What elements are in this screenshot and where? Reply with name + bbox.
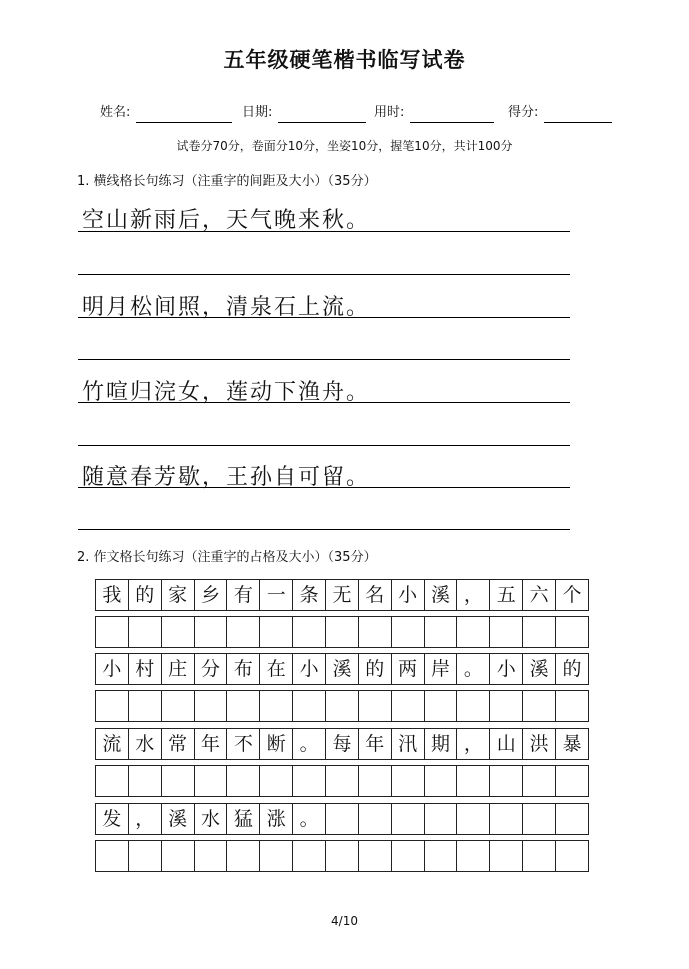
- grid-cell[interactable]: 不: [227, 729, 260, 759]
- grid-cell[interactable]: [490, 766, 523, 796]
- grid-cell[interactable]: [162, 691, 195, 721]
- grid-cell[interactable]: 乡: [195, 580, 228, 610]
- grid-cell[interactable]: [523, 841, 556, 871]
- grid-row: [95, 728, 589, 760]
- grid-cell[interactable]: [425, 841, 458, 871]
- grid-cell[interactable]: 个: [562, 584, 582, 606]
- grid-cell[interactable]: [129, 766, 162, 796]
- writing-line[interactable]: [78, 317, 570, 318]
- grid-cell[interactable]: 两: [392, 654, 425, 684]
- grid-cell[interactable]: [260, 617, 293, 647]
- grid-cell[interactable]: [96, 617, 129, 647]
- grid-cell[interactable]: ，: [457, 729, 490, 759]
- grid-cell[interactable]: [260, 691, 293, 721]
- grid-cell[interactable]: [523, 691, 556, 721]
- grid-cell[interactable]: 年: [195, 729, 228, 759]
- grid-cell[interactable]: [293, 617, 326, 647]
- grid-cell[interactable]: 溪: [425, 580, 458, 610]
- grid-cell[interactable]: ，: [129, 804, 162, 834]
- grid-cell[interactable]: 暴: [562, 733, 582, 755]
- copy-text-line: 明月松间照，清泉石上流。: [82, 295, 371, 320]
- page-number: 4/10: [331, 914, 358, 928]
- grid-cell[interactable]: [556, 841, 588, 871]
- grid-cell[interactable]: 的: [359, 654, 392, 684]
- grid-cell[interactable]: 涨: [260, 804, 293, 834]
- grid-cell[interactable]: [523, 766, 556, 796]
- grid-cell[interactable]: [359, 841, 392, 871]
- grid-cell[interactable]: [556, 691, 588, 721]
- score-blank-line: [544, 122, 612, 123]
- grid-cell[interactable]: [425, 691, 458, 721]
- writing-line[interactable]: [78, 231, 570, 232]
- time-field[interactable]: [374, 101, 404, 120]
- date-field[interactable]: [242, 101, 272, 120]
- grid-cell[interactable]: [195, 841, 228, 871]
- grid-cell[interactable]: [392, 617, 425, 647]
- grid-cell[interactable]: 小: [96, 654, 129, 684]
- grid-cell[interactable]: [227, 691, 260, 721]
- grid-row: [95, 803, 589, 835]
- copy-text-line: 随意春芳歇，王孙自可留。: [82, 465, 371, 490]
- grid-cell[interactable]: [326, 691, 359, 721]
- grid-cell[interactable]: 溪: [162, 804, 195, 834]
- grid-cell[interactable]: 分: [195, 654, 228, 684]
- writing-line[interactable]: [78, 274, 570, 275]
- grid-cell[interactable]: 。: [293, 729, 326, 759]
- grid-cell[interactable]: 流: [96, 729, 129, 759]
- grid-cell[interactable]: [96, 766, 129, 796]
- grid-cell[interactable]: 村: [129, 654, 162, 684]
- grid-cell[interactable]: [556, 617, 588, 647]
- grid-cell[interactable]: [129, 841, 162, 871]
- grid-cell[interactable]: 条: [293, 580, 326, 610]
- grid-cell[interactable]: [326, 617, 359, 647]
- time-blank-line: [410, 122, 494, 123]
- grid-cell[interactable]: [293, 841, 326, 871]
- grid-cell[interactable]: 小: [392, 580, 425, 610]
- grid-cell[interactable]: 家: [162, 580, 195, 610]
- grid-cell[interactable]: [293, 691, 326, 721]
- name-blank-line: [136, 122, 232, 123]
- score-label: 得分:: [508, 105, 539, 120]
- grid-cell[interactable]: [129, 691, 162, 721]
- grid-cell[interactable]: [260, 841, 293, 871]
- grid-cell[interactable]: 六: [523, 580, 556, 610]
- grid-cell[interactable]: [359, 766, 392, 796]
- writing-line[interactable]: [78, 359, 570, 360]
- grid-cell[interactable]: [490, 841, 523, 871]
- grid-cell[interactable]: 水: [195, 804, 228, 834]
- grid-cell[interactable]: [129, 617, 162, 647]
- grid-cell[interactable]: [293, 766, 326, 796]
- scoring-note: 试卷分70分，卷面分10分，坐姿10分，握笔10分，共计100分: [176, 139, 513, 153]
- grid-row: [95, 579, 589, 611]
- grid-cell[interactable]: ，: [457, 580, 490, 610]
- grid-cell[interactable]: [96, 841, 129, 871]
- grid-cell[interactable]: [326, 841, 359, 871]
- page-title: 五年级硬笔楷书临写试卷: [223, 48, 466, 72]
- grid-cell[interactable]: [425, 617, 458, 647]
- copy-text-line: 空山新雨后，天气晚来秋。: [82, 208, 371, 233]
- writing-line[interactable]: [78, 529, 570, 530]
- writing-line[interactable]: [78, 402, 570, 403]
- grid-cell[interactable]: [490, 617, 523, 647]
- grid-cell[interactable]: 的: [562, 658, 582, 680]
- date-blank-line: [278, 122, 366, 123]
- grid-cell[interactable]: [490, 691, 523, 721]
- grid-cell[interactable]: [162, 841, 195, 871]
- grid-cell[interactable]: 汛: [392, 729, 425, 759]
- grid-cell[interactable]: 小: [293, 654, 326, 684]
- grid-cell[interactable]: 洪: [523, 729, 556, 759]
- grid-cell[interactable]: 水: [129, 729, 162, 759]
- grid-cell[interactable]: [556, 766, 588, 796]
- grid-cell[interactable]: 布: [227, 654, 260, 684]
- grid-cell[interactable]: 的: [129, 580, 162, 610]
- grid-cell[interactable]: [227, 617, 260, 647]
- grid-cell[interactable]: [326, 766, 359, 796]
- writing-line[interactable]: [78, 445, 570, 446]
- grid-row: [95, 765, 589, 797]
- grid-cell[interactable]: [260, 766, 293, 796]
- grid-cell[interactable]: [96, 691, 129, 721]
- grid-cell[interactable]: [457, 691, 490, 721]
- grid-cell[interactable]: 无: [326, 580, 359, 610]
- grid-cell[interactable]: [457, 804, 490, 834]
- grid-cell[interactable]: [359, 691, 392, 721]
- grid-cell[interactable]: [359, 617, 392, 647]
- grid-cell[interactable]: 。: [293, 804, 326, 834]
- grid-cell[interactable]: [425, 804, 458, 834]
- grid-cell[interactable]: 断: [260, 729, 293, 759]
- grid-cell[interactable]: [195, 691, 228, 721]
- grid-cell[interactable]: [392, 766, 425, 796]
- grid-cell[interactable]: 小: [490, 654, 523, 684]
- grid-cell[interactable]: 年: [359, 729, 392, 759]
- time-label: 用时:: [374, 105, 405, 120]
- grid-cell[interactable]: 每: [326, 729, 359, 759]
- grid-cell[interactable]: 猛: [227, 804, 260, 834]
- grid-cell[interactable]: 期: [425, 729, 458, 759]
- grid-cell[interactable]: [425, 766, 458, 796]
- student-info-row: [0, 101, 689, 125]
- grid-cell[interactable]: 我: [96, 580, 129, 610]
- grid-cell[interactable]: [392, 841, 425, 871]
- grid-cell[interactable]: [457, 766, 490, 796]
- grid-cell[interactable]: 五: [490, 580, 523, 610]
- grid-cell[interactable]: [162, 617, 195, 647]
- name-label: 姓名:: [100, 105, 131, 120]
- copy-text-line: 竹喧归浣女，莲动下渔舟。: [82, 380, 371, 405]
- grid-cell[interactable]: 。: [457, 654, 490, 684]
- grid-row: [95, 616, 589, 648]
- grid-cell[interactable]: [227, 766, 260, 796]
- grid-cell[interactable]: [392, 804, 425, 834]
- grid-cell[interactable]: [326, 804, 359, 834]
- grid-cell[interactable]: 溪: [523, 654, 556, 684]
- grid-row: [95, 653, 589, 685]
- writing-line[interactable]: [78, 487, 570, 488]
- grid-cell[interactable]: [162, 766, 195, 796]
- grid-cell[interactable]: 有: [227, 580, 260, 610]
- grid-cell[interactable]: [457, 841, 490, 871]
- grid-row: [95, 840, 589, 872]
- grid-cell[interactable]: [392, 691, 425, 721]
- grid-cell[interactable]: 发: [96, 804, 129, 834]
- grid-cell[interactable]: 一: [260, 580, 293, 610]
- score-field[interactable]: [508, 101, 538, 120]
- grid-cell[interactable]: [195, 617, 228, 647]
- grid-cell[interactable]: [523, 617, 556, 647]
- grid-cell[interactable]: 名: [359, 580, 392, 610]
- grid-cell[interactable]: [457, 617, 490, 647]
- grid-cell[interactable]: 庄: [162, 654, 195, 684]
- grid-cell[interactable]: [359, 804, 392, 834]
- grid-cell[interactable]: [227, 841, 260, 871]
- grid-cell[interactable]: 山: [490, 729, 523, 759]
- name-field[interactable]: [100, 101, 130, 120]
- grid-cell[interactable]: [195, 766, 228, 796]
- grid-cell[interactable]: [490, 804, 523, 834]
- section-2-title: 2. 作文格长句练习（注重字的占格及大小）（35分）: [77, 550, 377, 565]
- date-label: 日期:: [242, 105, 273, 120]
- grid-cell[interactable]: [523, 804, 556, 834]
- grid-row: [95, 690, 589, 722]
- grid-cell[interactable]: [556, 804, 588, 834]
- grid-cell[interactable]: 常: [162, 729, 195, 759]
- section-1-title: 1. 横线格长句练习（注重字的间距及大小）（35分）: [77, 174, 377, 189]
- grid-cell[interactable]: 溪: [326, 654, 359, 684]
- grid-cell[interactable]: 在: [260, 654, 293, 684]
- grid-cell[interactable]: 岸: [425, 654, 458, 684]
